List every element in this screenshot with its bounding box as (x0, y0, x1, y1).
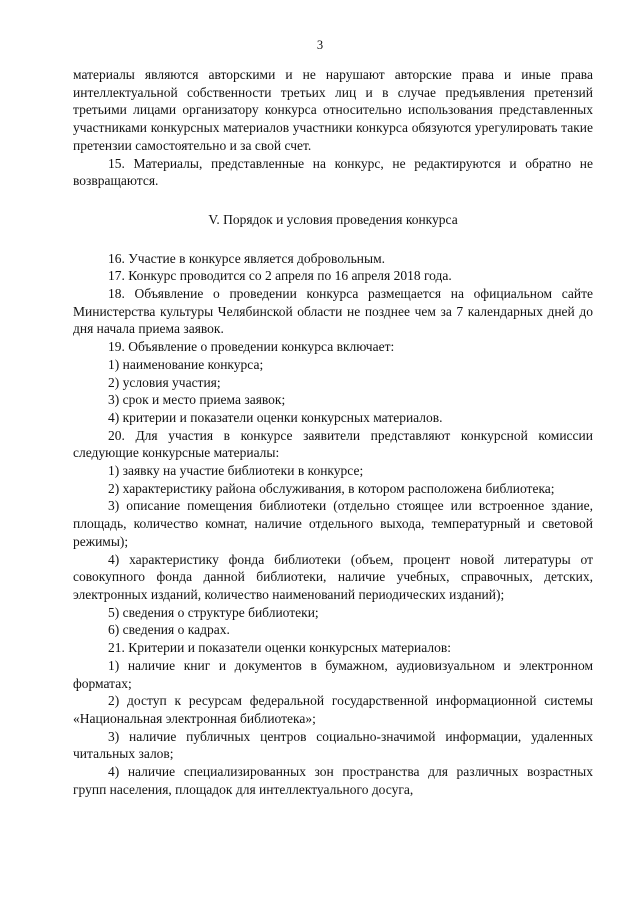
section-heading: V. Порядок и условия проведения конкурса (208, 211, 458, 227)
page-number: 3 (316, 38, 324, 52)
list-item: 2) доступ к ресурсам федеральной государственной информационной системы «Национальная электронная библиотека»; (73, 693, 593, 726)
paragraph: 20. Для участия в конкурсе заявители представляют конкурсной комиссии следующие конкурсные материалы: (73, 427, 593, 461)
list-item: 1) наименование конкурса; (108, 356, 264, 372)
list-item: 1) наличие книг и документов в бумажном, аудиовизуальном и электронном форматах; (73, 657, 593, 691)
list-item: 4) характеристику фонда библиотеки (объем, процент новой литературы от совокупного фонда данной библиотеки, наличие учебных, справочных, детских, электронных изданий, количество наименований периодических изданий); (73, 551, 593, 602)
list-item: 2) условия участия; (108, 374, 221, 390)
list-item: 3) описание помещения библиотеки (отдельно стоящее или встроенное здание, площадь, количество комнат, наличие отдельного выхода, температурный и световой режимы); (73, 498, 593, 549)
list-item: 4) наличие специализированных зон пространства для различных возрастных групп населения, площадок для интеллектуального досуга, (73, 764, 593, 797)
paragraph: 16. Участие в конкурсе является добровольным. (108, 250, 385, 266)
list-item: 2) характеристику района обслуживания, в котором расположена библиотека; (108, 480, 555, 496)
paragraph: 15. Материалы, представленные на конкурс, не редактируются и обратно не возвращаются. (73, 155, 593, 189)
list-item: 6) сведения о кадрах. (108, 622, 230, 638)
list-item: 5) сведения о структуре библиотеки; (108, 604, 319, 620)
paragraph: 21. Критерии и показатели оценки конкурсных материалов: (108, 640, 451, 656)
list-item: 3) наличие публичных центров социально-значимой информации, удаленных читальных залов; (73, 728, 593, 762)
document-body (73, 66, 593, 798)
list-item: 1) заявку на участие библиотеки в конкурсе; (108, 463, 364, 479)
paragraph: материалы являются авторскими и не нарушают авторские права и иные права интеллектуальной собственности третьих лиц и в случае предъявления претензий третьими лицами организатору конкурса относительно использования представленных участниками конкурсных материалов участники конкурса обязуются урегулировать такие претензии самостоятельно и за свой счет. (73, 67, 593, 153)
paragraph: 17. Конкурс проводится со 2 апреля по 16 апреля 2018 года. (108, 268, 452, 284)
paragraph: 18. Объявление о проведении конкурса размещается на официальном сайте Министерства культуры Челябинской области не позднее чем за 7 календарных дней до дня начала приема заявок. (73, 286, 593, 337)
list-item: 3) срок и место приема заявок; (108, 392, 286, 408)
list-item: 4) критерии и показатели оценки конкурсных материалов. (108, 409, 443, 425)
paragraph: 19. Объявление о проведении конкурса включает: (108, 339, 395, 355)
